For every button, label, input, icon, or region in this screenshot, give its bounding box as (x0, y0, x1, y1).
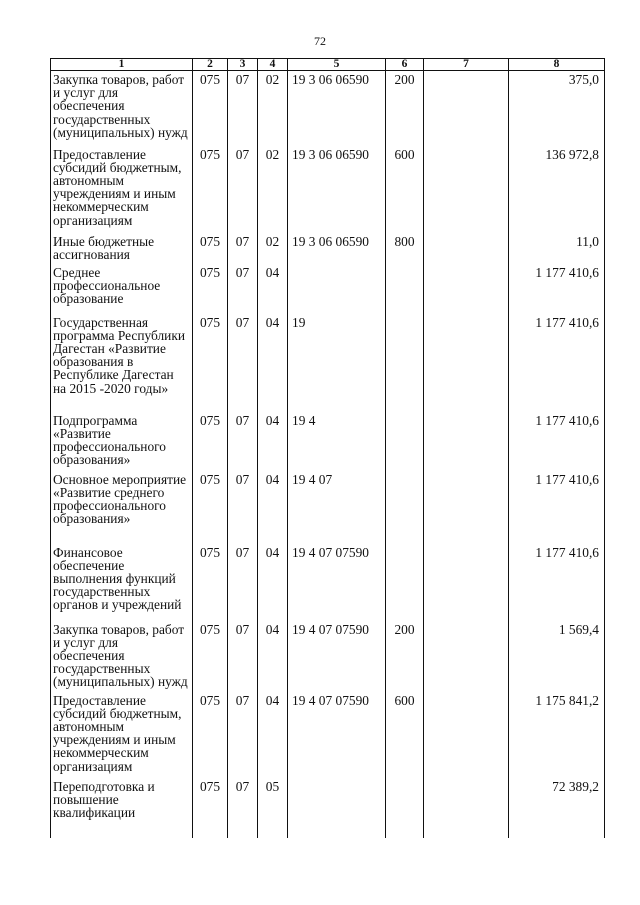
code-6-cell: 200 (386, 71, 424, 148)
code-3-cell: 07 (228, 780, 258, 838)
code-5-cell: 19 3 06 06590 (288, 71, 386, 148)
amount-cell: 1 177 410,6 (509, 266, 605, 316)
code-5-cell (288, 266, 386, 316)
code-3-cell: 07 (228, 235, 258, 266)
name-cell: Подпрограмма «Развитие профессионального образования» (51, 414, 193, 473)
code-2-cell: 075 (193, 235, 228, 266)
amount-cell: 11,0 (509, 235, 605, 266)
code-3-cell: 07 (228, 473, 258, 546)
code-3-cell: 07 (228, 623, 258, 694)
col-header-7: 7 (424, 59, 509, 71)
code-7-cell (424, 473, 509, 546)
amount-cell: 375,0 (509, 71, 605, 148)
code-6-cell: 600 (386, 148, 424, 235)
code-5-cell (288, 780, 386, 838)
code-4-cell: 02 (258, 71, 288, 148)
code-5-cell: 19 4 07 (288, 473, 386, 546)
code-5-cell: 19 3 06 06590 (288, 235, 386, 266)
code-4-cell: 04 (258, 266, 288, 316)
code-3-cell: 07 (228, 148, 258, 235)
table-row (51, 473, 605, 546)
name-cell: Среднее профессиональное образование (51, 266, 193, 316)
name-cell: Закупка товаров, работ и услуг для обеспечения государственных (муниципальных) нужд (51, 623, 193, 694)
code-2-cell: 075 (193, 694, 228, 780)
code-2-cell: 075 (193, 546, 228, 623)
code-7-cell (424, 71, 509, 148)
code-2-cell: 075 (193, 623, 228, 694)
code-6-cell (386, 473, 424, 546)
code-3-cell: 07 (228, 414, 258, 473)
code-6-cell (386, 546, 424, 623)
code-2-cell: 075 (193, 148, 228, 235)
table-row (51, 266, 605, 316)
amount-cell: 72 389,2 (509, 780, 605, 838)
code-4-cell: 04 (258, 623, 288, 694)
budget-table (50, 58, 605, 838)
name-cell: Закупка товаров, работ и услуг для обеспечения государственных (муниципальных) нужд (51, 71, 193, 148)
code-5-cell: 19 4 (288, 414, 386, 473)
col-header-1: 1 (51, 59, 193, 71)
col-header-3: 3 (228, 59, 258, 71)
code-3-cell: 07 (228, 546, 258, 623)
code-7-cell (424, 414, 509, 473)
table-row (51, 235, 605, 266)
table-row (51, 71, 605, 148)
name-cell: Предоставление субсидий бюджетным, автономным учреждениям и иным некоммерческим организациям (51, 694, 193, 780)
code-6-cell (386, 414, 424, 473)
col-header-2: 2 (193, 59, 228, 71)
col-header-5: 5 (288, 59, 386, 71)
code-7-cell (424, 316, 509, 414)
table-row (51, 316, 605, 414)
name-cell: Основное мероприятие «Развитие среднего профессионального образования» (51, 473, 193, 546)
name-cell: Переподготовка и повышение квалификации (51, 780, 193, 838)
col-header-8: 8 (509, 59, 605, 71)
name-cell: Финансовое обеспечение выполнения функций государственных органов и учреждений (51, 546, 193, 623)
name-cell: Иные бюджетные ассигнования (51, 235, 193, 266)
table-row (51, 623, 605, 694)
amount-cell: 1 177 410,6 (509, 546, 605, 623)
code-6-cell: 600 (386, 694, 424, 780)
code-6-cell (386, 780, 424, 838)
amount-cell: 1 175 841,2 (509, 694, 605, 780)
code-7-cell (424, 235, 509, 266)
code-7-cell (424, 546, 509, 623)
code-2-cell: 075 (193, 316, 228, 414)
code-7-cell (424, 148, 509, 235)
code-7-cell (424, 623, 509, 694)
table-row (51, 414, 605, 473)
header-row (51, 59, 605, 71)
table-row (51, 148, 605, 235)
code-4-cell: 04 (258, 473, 288, 546)
amount-cell: 1 177 410,6 (509, 414, 605, 473)
code-6-cell: 800 (386, 235, 424, 266)
code-7-cell (424, 266, 509, 316)
code-2-cell: 075 (193, 473, 228, 546)
code-5-cell: 19 4 07 07590 (288, 546, 386, 623)
name-cell: Предоставление субсидий бюджетным, автономным учреждениям и иным некоммерческим организациям (51, 148, 193, 235)
code-6-cell (386, 266, 424, 316)
code-2-cell: 075 (193, 780, 228, 838)
table-row (51, 546, 605, 623)
code-5-cell: 19 4 07 07590 (288, 694, 386, 780)
code-4-cell: 04 (258, 546, 288, 623)
code-3-cell: 07 (228, 71, 258, 148)
page-number: 72 (314, 34, 326, 48)
code-5-cell: 19 4 07 07590 (288, 623, 386, 694)
code-4-cell: 05 (258, 780, 288, 838)
code-4-cell: 04 (258, 414, 288, 473)
code-3-cell: 07 (228, 316, 258, 414)
code-2-cell: 075 (193, 71, 228, 148)
code-5-cell: 19 (288, 316, 386, 414)
code-2-cell: 075 (193, 414, 228, 473)
code-6-cell: 200 (386, 623, 424, 694)
amount-cell: 136 972,8 (509, 148, 605, 235)
code-3-cell: 07 (228, 266, 258, 316)
table-row (51, 694, 605, 780)
amount-cell: 1 177 410,6 (509, 473, 605, 546)
code-4-cell: 02 (258, 235, 288, 266)
amount-cell: 1 177 410,6 (509, 316, 605, 414)
name-cell: Государственная программа Республики Дагестан «Развитие образования в Республике Дагестан на 2015 -2020 годы» (51, 316, 193, 414)
code-3-cell: 07 (228, 694, 258, 780)
col-header-4: 4 (258, 59, 288, 71)
col-header-6: 6 (386, 59, 424, 71)
code-4-cell: 04 (258, 694, 288, 780)
code-4-cell: 04 (258, 316, 288, 414)
code-7-cell (424, 780, 509, 838)
code-7-cell (424, 694, 509, 780)
table-row (51, 780, 605, 838)
code-5-cell: 19 3 06 06590 (288, 148, 386, 235)
amount-cell: 1 569,4 (509, 623, 605, 694)
code-6-cell (386, 316, 424, 414)
code-2-cell: 075 (193, 266, 228, 316)
code-4-cell: 02 (258, 148, 288, 235)
